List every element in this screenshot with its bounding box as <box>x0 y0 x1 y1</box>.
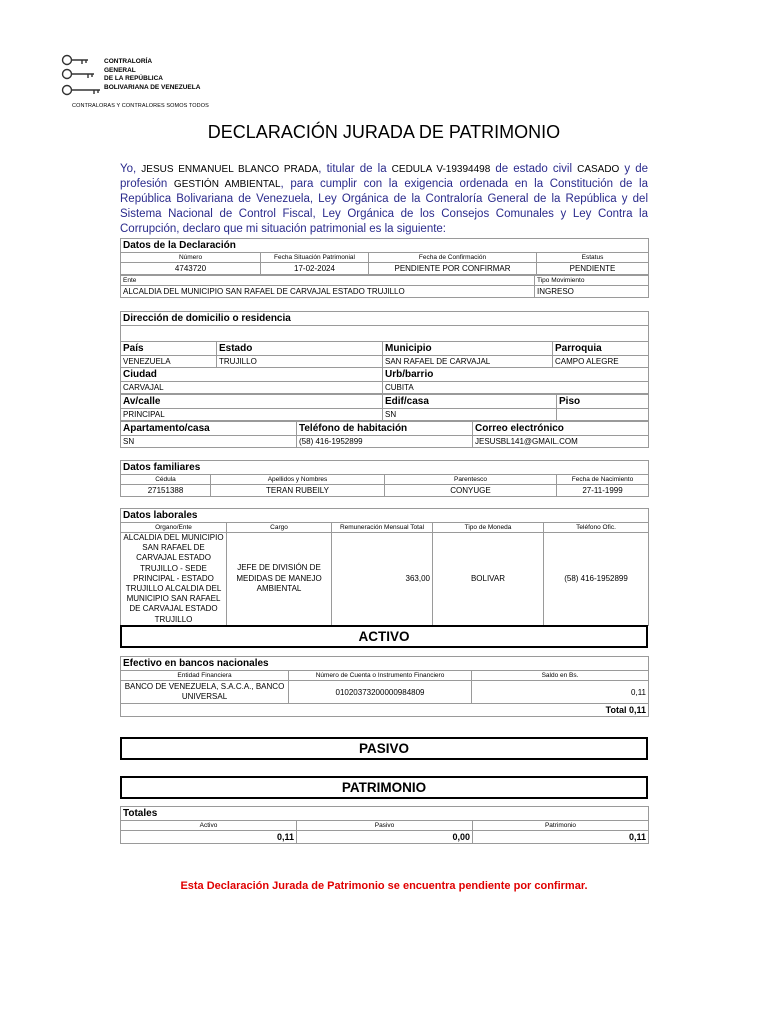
section-title: Datos familiares <box>121 461 649 475</box>
section-title: Datos laborales <box>121 509 649 523</box>
apartment-value: SN <box>121 436 297 448</box>
field-label: Ciudad <box>121 368 383 382</box>
work-currency: BOLIVAR <box>433 533 544 626</box>
column-header: Fecha de Confirmación <box>369 253 537 263</box>
logo-line-3: DE LA REPÚBLICA <box>104 75 163 82</box>
field-label: Edif/casa <box>383 395 557 409</box>
section-title: Dirección de domicilio o residencia <box>121 312 649 326</box>
family-id: 27151388 <box>121 485 211 497</box>
section-title: Datos de la Declaración <box>121 239 649 253</box>
field-label: Correo electrónico <box>473 422 649 436</box>
field-label: Municipio <box>383 342 553 356</box>
logo-text <box>104 58 200 92</box>
field-label: Parroquia <box>553 342 649 356</box>
section-title: Totales <box>121 807 649 821</box>
situation-date: 17-02-2024 <box>261 263 369 275</box>
field-label: Apartamento/casa <box>121 422 297 436</box>
field-label: Piso <box>557 395 649 409</box>
family-data-section <box>120 460 648 497</box>
building-value: SN <box>383 409 557 421</box>
work-data-section <box>120 508 648 626</box>
status-value: PENDIENTE <box>537 263 649 275</box>
column-header: Tipo de Moneda <box>433 523 544 533</box>
intro-text: y de profesión <box>120 163 649 190</box>
patrimonio-header: PATRIMONIO <box>120 776 648 799</box>
family-name: TERAN RUBEILY <box>211 485 385 497</box>
family-relation: CONYUGE <box>385 485 557 497</box>
bank-cash-section <box>120 656 648 717</box>
totals-section <box>120 806 648 844</box>
column-header: Parentesco <box>385 475 557 485</box>
civil-status: CASADO <box>577 164 620 175</box>
declarant-id: CEDULA V-19394498 <box>391 164 491 175</box>
table-row <box>121 485 649 497</box>
work-phone: (58) 416-1952899 <box>544 533 649 626</box>
column-header: Estatus <box>537 253 649 263</box>
logo-line-2: GENERAL <box>104 66 136 74</box>
intro-text: , para cumplir con la exigencia ordenada en la Constitución de la República Bolivariana de Venezuela, Ley Orgánica de la Contraloría General de la República y del Sistema Nacional de Control Fiscal, Ley Orgánica de los Consejos Comunales y Ley Contra la Corrupción, declaro que mi situación patrimonial es la siguiente: <box>120 178 648 235</box>
street-value: PRINCIPAL <box>121 409 383 421</box>
parish-value: CAMPO ALEGRE <box>553 356 649 368</box>
column-header: Cédula <box>121 475 211 485</box>
intro-text: de estado civil <box>490 163 578 175</box>
column-header: Cargo <box>227 523 332 533</box>
column-header: Teléfono Ofic. <box>544 523 649 533</box>
document-title: DECLARACIÓN JURADA DE PATRIMONIO <box>207 122 561 142</box>
column-header: Remuneración Mensual Total <box>332 523 433 533</box>
column-header: Apellidos y Nombres <box>211 475 385 485</box>
column-header: Tipo Movimiento <box>535 276 649 286</box>
movement-type: INGRESO <box>535 286 649 298</box>
column-header: Entidad Financiera <box>121 671 289 681</box>
intro-text: , titular de la <box>318 163 392 175</box>
field-label: Av/calle <box>121 395 383 409</box>
neighborhood-value: CUBITA <box>383 382 649 394</box>
work-salary: 363,00 <box>332 533 433 626</box>
table-row <box>121 831 649 844</box>
account-balance: 0,11 <box>472 681 649 704</box>
column-header: Saldo en Bs. <box>472 671 649 681</box>
column-header: Ente <box>121 276 535 286</box>
logo-line-4: BOLIVARIANA DE VENEZUELA <box>104 83 201 91</box>
pending-confirmation-notice: Esta Declaración Jurada de Patrimonio se encuentra pendiente por confirmar. <box>180 880 588 892</box>
field-label: Urb/barrio <box>383 368 649 382</box>
city-value: CARVAJAL <box>121 382 383 394</box>
column-header: Activo <box>121 821 297 831</box>
bank-name: BANCO DE VENEZUELA, S.A.C.A., BANCO UNIVERSAL <box>121 681 289 704</box>
field-label: País <box>121 342 217 356</box>
municipality-value: SAN RAFAEL DE CARVAJAL <box>383 356 553 368</box>
declaration-data-section <box>120 238 648 298</box>
floor-value <box>557 409 649 421</box>
declarant-name: JESUS ENMANUEL BLANCO PRADA <box>141 164 319 175</box>
table-row <box>121 533 649 626</box>
family-birthdate: 27-11-1999 <box>557 485 649 497</box>
total-pasivo: 0,00 <box>297 831 473 844</box>
keys-emblem-icon <box>60 52 108 102</box>
section-title: Efectivo en bancos nacionales <box>121 657 649 671</box>
address-section <box>120 311 648 448</box>
activo-header: ACTIVO <box>120 625 648 648</box>
column-header: Fecha de Nacimiento <box>557 475 649 485</box>
column-header: Pasivo <box>297 821 473 831</box>
table-row <box>121 681 649 704</box>
confirmation-date: PENDIENTE POR CONFIRMAR <box>369 263 537 275</box>
column-header: Número de Cuenta o Instrumento Financiero <box>289 671 472 681</box>
logo-line-1: CONTRALORÍA <box>104 58 153 65</box>
pasivo-header: PASIVO <box>120 737 648 760</box>
spacer-row <box>121 326 649 342</box>
column-header: Patrimonio <box>473 821 649 831</box>
column-header: Organo/Ente <box>121 523 227 533</box>
work-position: JEFE DE DIVISIÓN DE MEDIDAS DE MANEJO AMBIENTAL <box>227 533 332 626</box>
activo-total: Total 0,11 <box>121 704 649 717</box>
total-patrimonio: 0,11 <box>473 831 649 844</box>
email-value: JESUSBL141@GMAIL.COM <box>473 436 649 448</box>
state-value: TRUJILLO <box>217 356 383 368</box>
work-entity: ALCALDIA DEL MUNICIPIO SAN RAFAEL DE CARVAJAL ESTADO TRUJILLO - SEDE PRINCIPAL - ESTADO TRUJILLO ALCALDIA DEL MUNICIPIO SAN RAFAEL DE CARVAJAL ESTADO TRUJILLO <box>121 533 227 626</box>
logo-tagline: CONTRALORAS Y CONTRALORES SOMOS TODOS <box>72 103 209 109</box>
entity-value: ALCALDIA DEL MUNICIPIO SAN RAFAEL DE CARVAJAL ESTADO TRUJILLO <box>121 286 535 298</box>
country-value: VENEZUELA <box>121 356 217 368</box>
column-header: Número <box>121 253 261 263</box>
column-header: Fecha Situación Patrimonial <box>261 253 369 263</box>
account-number: 01020373200000984809 <box>289 681 472 704</box>
field-label: Teléfono de habitación <box>297 422 473 436</box>
field-label: Estado <box>217 342 383 356</box>
intro-text: Yo, <box>120 163 142 175</box>
declaration-intro <box>120 162 648 237</box>
profession: GESTIÓN AMBIENTAL <box>173 179 281 190</box>
total-activo: 0,11 <box>121 831 297 844</box>
declaration-number: 4743720 <box>121 263 261 275</box>
home-phone-value: (58) 416-1952899 <box>297 436 473 448</box>
